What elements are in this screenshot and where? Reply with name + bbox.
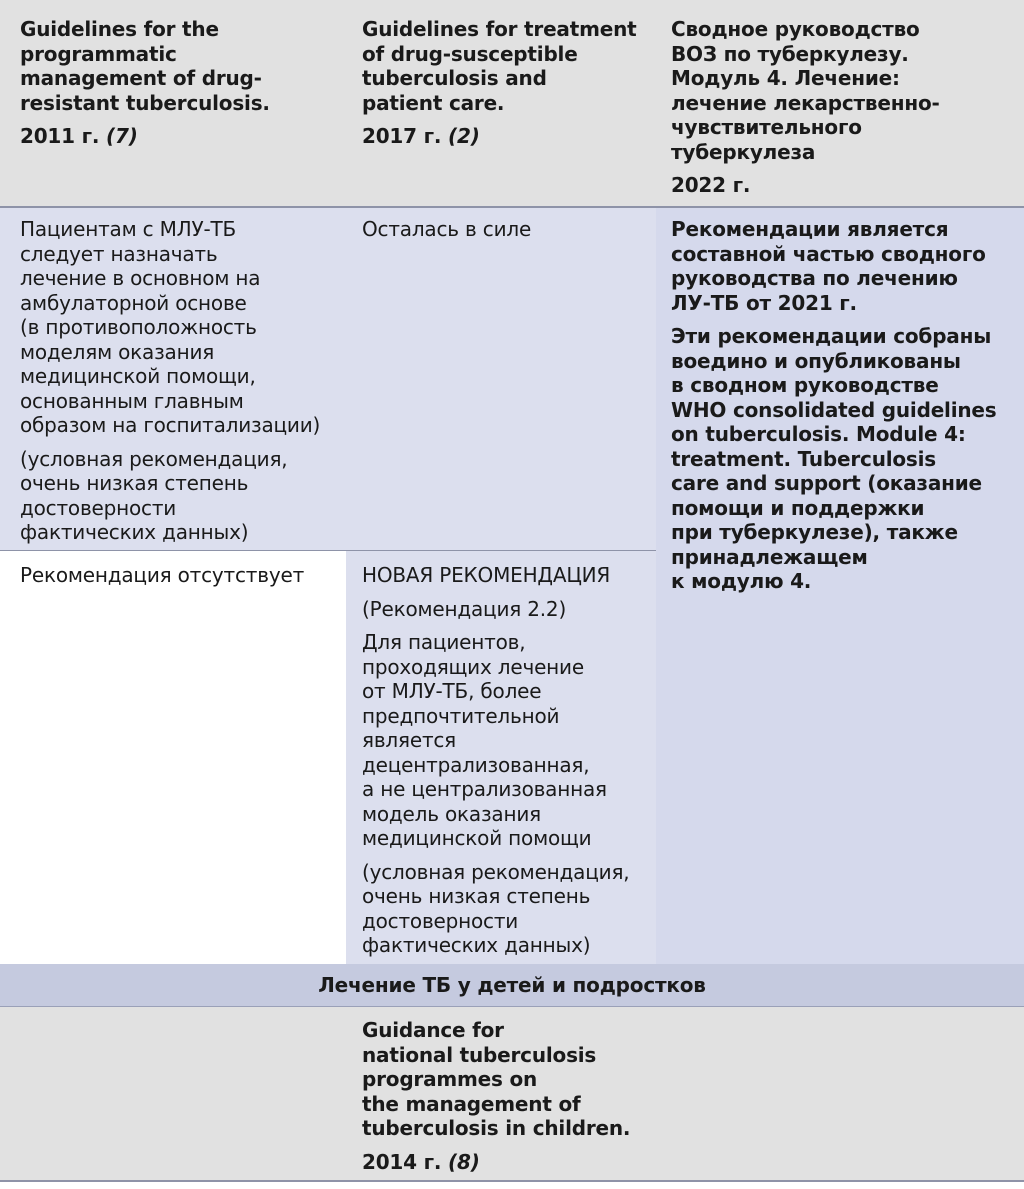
row1-col1-cell xyxy=(20,217,340,545)
row2-col1-cell xyxy=(20,563,340,588)
row1-col2-text: Осталась в силе xyxy=(362,217,532,241)
col3-paragraph-2: Эти рекомендации собраны воедино и опубликованы в сводном руководстве WHO consolidated guidelines on tuberculosis. Module 4: treatment. Tuberculosis care and support (оказание помощи и поддержки при туберкулезе), также принадлежащем к модулю 4. xyxy=(671,324,997,593)
row2-col2-text: Для пациентов, проходящих лечение от МЛУ-ТБ, более предпочтительной является децентрализованная, а не централизованная модель оказания медицинской помощи xyxy=(362,630,607,850)
row2-col2-label: НОВАЯ РЕКОМЕНДАЦИЯ xyxy=(362,563,611,587)
row1-bottom-divider xyxy=(0,550,656,551)
header-cell-2011 xyxy=(20,17,340,149)
row2-col1-text: Рекомендация отсутствует xyxy=(20,563,305,587)
header-2011-year: 2011 г. (7) xyxy=(20,124,138,148)
header-cell-2017 xyxy=(362,17,662,149)
row1-col1-text: Пациентам с МЛУ-ТБ следует назначать лечение в основном на амбулаторной основе (в противоположность моделям оказания медицинской помощи, основанным главным образом на госпитализации) xyxy=(20,217,321,437)
row2-col2-ref: (Рекомендация 2.2) xyxy=(362,596,567,621)
last-row-col2-year: 2014 г. (8) xyxy=(362,1149,480,1174)
row2-col2-cell xyxy=(362,563,652,958)
header-2017-year: 2017 г. (2) xyxy=(362,124,480,148)
header-2011-title: Guidelines for the programmatic management of drug- resistant tuberculosis. xyxy=(20,17,270,115)
col3-merged-cell xyxy=(671,217,1016,594)
section-header-row xyxy=(0,964,1024,1007)
header-2022-title: Сводное руководство ВОЗ по туберкулезу. Модуль 4. Лечение: лечение лекарственно- чувствительного туберкулеза xyxy=(671,17,940,164)
row2-col2-note: (условная рекомендация, очень низкая степень достоверности фактических данных) xyxy=(362,859,630,957)
header-2017-title: Guidelines for treatment of drug-susceptible tuberculosis and patient care. xyxy=(362,17,637,115)
header-cell-2022 xyxy=(671,17,1016,198)
row1-col2-cell xyxy=(362,217,652,242)
row1-col1-note: (условная рекомендация, очень низкая степень достоверности фактических данных) xyxy=(20,446,288,544)
table-bottom-divider xyxy=(0,1180,1024,1182)
header-2022-year: 2022 г. xyxy=(671,173,751,197)
last-row-col2-cell xyxy=(362,1018,662,1174)
section-title: Лечение ТБ у детей и подростков xyxy=(318,973,706,998)
last-row-col2-title: Guidance for national tuberculosis programmes on the management of tuberculosis in children. xyxy=(362,1018,631,1140)
col3-paragraph-1: Рекомендации является составной частью сводного руководства по лечению ЛУ-ТБ от 2021 г. xyxy=(671,217,986,315)
